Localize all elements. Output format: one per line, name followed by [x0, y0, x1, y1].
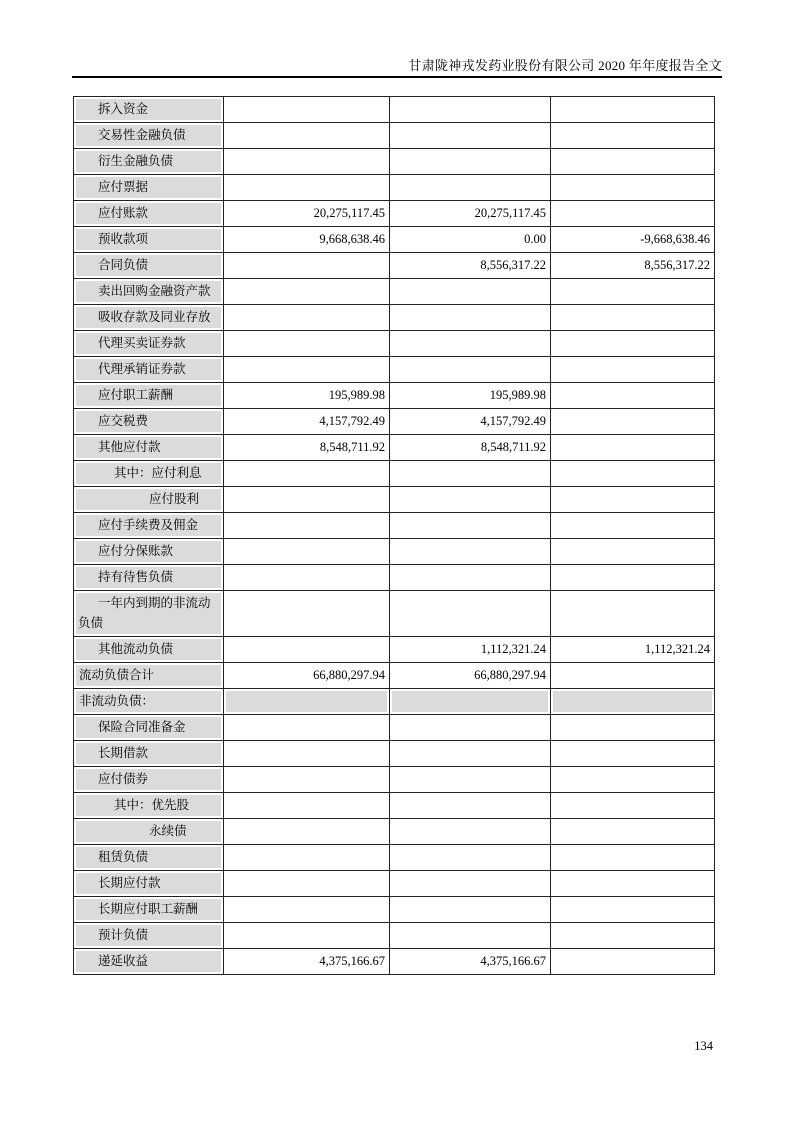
- row-empty-cell: [390, 357, 551, 383]
- row-label-cell: 递延收益: [74, 949, 224, 975]
- row-empty-cell: [551, 305, 715, 331]
- row-empty-cell: [390, 149, 551, 175]
- table-row: [74, 175, 715, 201]
- row-empty-cell: [224, 565, 390, 591]
- row-empty-cell: [390, 897, 551, 923]
- table-row: [74, 305, 715, 331]
- row-empty-cell: [224, 715, 390, 741]
- table-row: [74, 871, 715, 897]
- row-empty-cell: [390, 715, 551, 741]
- table-row: [74, 487, 715, 513]
- table-row: [74, 435, 715, 461]
- balance-sheet-table: [73, 96, 715, 975]
- row-empty-cell: [551, 435, 715, 461]
- table-row: [74, 715, 715, 741]
- row-empty-cell: [551, 591, 715, 637]
- row-value-cell: 4,375,166.67: [390, 949, 551, 975]
- row-label-cell: 永续债: [74, 819, 224, 845]
- row-value-cell: 9,668,638.46: [224, 227, 390, 253]
- row-label-cell: 卖出回购金融资产款: [74, 279, 224, 305]
- row-empty-cell: [224, 279, 390, 305]
- table-row: [74, 591, 715, 637]
- row-empty-cell: [390, 591, 551, 637]
- row-label-cell: 应付职工薪酬: [74, 383, 224, 409]
- table-row: [74, 461, 715, 487]
- row-label-cell: 流动负债合计: [74, 663, 224, 689]
- row-empty-cell: [390, 97, 551, 123]
- row-value-cell: 4,157,792.49: [224, 409, 390, 435]
- row-empty-cell: [551, 331, 715, 357]
- table-row: [74, 637, 715, 663]
- row-empty-cell: [551, 383, 715, 409]
- row-empty-cell: [551, 923, 715, 949]
- row-label-cell: 持有待售负债: [74, 565, 224, 591]
- page-header: [72, 55, 722, 74]
- row-empty-cell: [224, 741, 390, 767]
- row-empty-cell: [551, 741, 715, 767]
- row-empty-cell: [551, 175, 715, 201]
- row-empty-cell: [224, 793, 390, 819]
- table-row: [74, 513, 715, 539]
- table-row: [74, 383, 715, 409]
- row-label-cell: 合同负债: [74, 253, 224, 279]
- row-empty-cell: [224, 897, 390, 923]
- row-empty-cell: [390, 331, 551, 357]
- row-value-cell: 4,375,166.67: [224, 949, 390, 975]
- row-empty-cell: [551, 715, 715, 741]
- row-value-cell: 195,989.98: [224, 383, 390, 409]
- row-empty-cell: [551, 767, 715, 793]
- row-label-cell: 拆入资金: [74, 97, 224, 123]
- table-row: [74, 539, 715, 565]
- row-label-cell: 吸收存款及同业存放: [74, 305, 224, 331]
- row-empty-cell: [551, 513, 715, 539]
- table-row: [74, 409, 715, 435]
- row-empty-cell: [390, 565, 551, 591]
- row-empty-cell: [390, 793, 551, 819]
- row-empty-cell: [224, 487, 390, 513]
- row-label-cell: 预计负债: [74, 923, 224, 949]
- row-empty-cell: [551, 149, 715, 175]
- table-row: [74, 97, 715, 123]
- table-row: [74, 949, 715, 975]
- row-label-cell: 租赁负债: [74, 845, 224, 871]
- row-empty-cell: [551, 871, 715, 897]
- row-empty-cell: [390, 871, 551, 897]
- table-row: [74, 923, 715, 949]
- row-empty-cell: [224, 175, 390, 201]
- row-label-cell: 其中：优先股: [74, 793, 224, 819]
- table-row: [74, 227, 715, 253]
- row-label-cell: 预收款项: [74, 227, 224, 253]
- row-empty-cell: [224, 845, 390, 871]
- table-row: [74, 767, 715, 793]
- row-empty-cell: [390, 689, 551, 715]
- row-label-cell: 应付股利: [74, 487, 224, 513]
- row-empty-cell: [390, 741, 551, 767]
- row-label-cell: 长期应付职工薪酬: [74, 897, 224, 923]
- row-empty-cell: [224, 539, 390, 565]
- header-rule: [72, 76, 722, 78]
- table-row: [74, 331, 715, 357]
- row-label-cell: 应交税费: [74, 409, 224, 435]
- row-label-cell: 一年内到期的非流动负债: [74, 591, 224, 637]
- row-value-cell: 4,157,792.49: [390, 409, 551, 435]
- table-row: [74, 741, 715, 767]
- table-row: [74, 201, 715, 227]
- row-label-cell: 应付账款: [74, 201, 224, 227]
- table-row: [74, 357, 715, 383]
- row-value-cell: 8,548,711.92: [390, 435, 551, 461]
- row-value-cell: 20,275,117.45: [224, 201, 390, 227]
- row-empty-cell: [551, 793, 715, 819]
- row-value-cell: 8,556,317.22: [390, 253, 551, 279]
- row-value-cell: 1,112,321.24: [390, 637, 551, 663]
- table-row: [74, 279, 715, 305]
- row-empty-cell: [390, 487, 551, 513]
- table-row: [74, 689, 715, 715]
- row-value-cell: 0.00: [390, 227, 551, 253]
- row-empty-cell: [224, 253, 390, 279]
- table-row: [74, 253, 715, 279]
- row-label-cell: 代理买卖证券款: [74, 331, 224, 357]
- row-empty-cell: [390, 923, 551, 949]
- row-empty-cell: [390, 513, 551, 539]
- row-empty-cell: [224, 591, 390, 637]
- row-empty-cell: [224, 637, 390, 663]
- row-empty-cell: [551, 897, 715, 923]
- row-empty-cell: [551, 201, 715, 227]
- row-empty-cell: [390, 819, 551, 845]
- row-label-cell: 其他流动负债: [74, 637, 224, 663]
- row-value-cell: 8,556,317.22: [551, 253, 715, 279]
- row-empty-cell: [224, 689, 390, 715]
- row-value-cell: 1,112,321.24: [551, 637, 715, 663]
- table-row: [74, 149, 715, 175]
- table-row: [74, 819, 715, 845]
- row-empty-cell: [551, 461, 715, 487]
- row-empty-cell: [551, 357, 715, 383]
- row-label-cell: 应付分保账款: [74, 539, 224, 565]
- row-value-cell: 20,275,117.45: [390, 201, 551, 227]
- row-label-cell: 应付债券: [74, 767, 224, 793]
- row-label-cell: 长期借款: [74, 741, 224, 767]
- row-empty-cell: [551, 97, 715, 123]
- row-empty-cell: [390, 123, 551, 149]
- row-label-cell: 长期应付款: [74, 871, 224, 897]
- row-empty-cell: [551, 409, 715, 435]
- row-empty-cell: [224, 149, 390, 175]
- table-row: [74, 845, 715, 871]
- row-empty-cell: [224, 305, 390, 331]
- table-row: [74, 565, 715, 591]
- table-row: [74, 793, 715, 819]
- row-value-cell: 8,548,711.92: [224, 435, 390, 461]
- row-empty-cell: [551, 565, 715, 591]
- row-label-cell: 保险合同准备金: [74, 715, 224, 741]
- row-empty-cell: [551, 539, 715, 565]
- row-empty-cell: [224, 97, 390, 123]
- row-label-cell: 其中：应付利息: [74, 461, 224, 487]
- row-empty-cell: [224, 331, 390, 357]
- row-value-cell: 195,989.98: [390, 383, 551, 409]
- table-row: [74, 663, 715, 689]
- row-empty-cell: [224, 819, 390, 845]
- row-empty-cell: [224, 767, 390, 793]
- row-label-cell: 交易性金融负债: [74, 123, 224, 149]
- balance-table-body: [74, 97, 715, 975]
- row-empty-cell: [551, 279, 715, 305]
- row-label-cell: 应付手续费及佣金: [74, 513, 224, 539]
- row-empty-cell: [390, 175, 551, 201]
- row-value-cell: 66,880,297.94: [224, 663, 390, 689]
- table-row: [74, 123, 715, 149]
- row-empty-cell: [551, 845, 715, 871]
- row-empty-cell: [551, 487, 715, 513]
- row-empty-cell: [390, 305, 551, 331]
- row-label-cell: 其他应付款: [74, 435, 224, 461]
- row-empty-cell: [551, 819, 715, 845]
- row-empty-cell: [390, 461, 551, 487]
- row-empty-cell: [551, 949, 715, 975]
- row-empty-cell: [390, 845, 551, 871]
- row-label-cell: 代理承销证券款: [74, 357, 224, 383]
- row-empty-cell: [551, 663, 715, 689]
- table-row: [74, 897, 715, 923]
- row-label-cell: 非流动负债：: [74, 689, 224, 715]
- row-empty-cell: [224, 513, 390, 539]
- row-empty-cell: [224, 923, 390, 949]
- row-empty-cell: [390, 539, 551, 565]
- row-empty-cell: [224, 123, 390, 149]
- row-empty-cell: [224, 357, 390, 383]
- row-empty-cell: [551, 123, 715, 149]
- row-label-cell: 应付票据: [74, 175, 224, 201]
- page-number: 134: [694, 1039, 713, 1053]
- row-empty-cell: [224, 461, 390, 487]
- row-empty-cell: [551, 689, 715, 715]
- row-empty-cell: [390, 279, 551, 305]
- row-label-cell: 衍生金融负债: [74, 149, 224, 175]
- row-empty-cell: [390, 767, 551, 793]
- header-title: 甘肃陇神戎发药业股份有限公司 2020 年年度报告全文: [408, 58, 722, 73]
- row-empty-cell: [224, 871, 390, 897]
- row-value-cell: -9,668,638.46: [551, 227, 715, 253]
- row-value-cell: 66,880,297.94: [390, 663, 551, 689]
